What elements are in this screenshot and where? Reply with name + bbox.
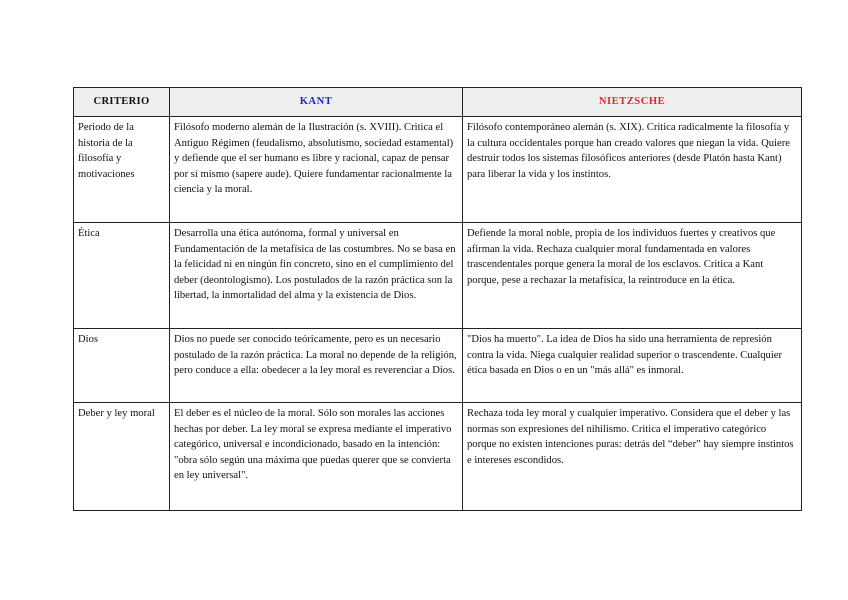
header-kant: KANT: [170, 88, 463, 117]
row-criterion: Periodo de la historia de la filosofía y motivaciones: [74, 117, 170, 223]
table-row: [74, 117, 802, 223]
header-nietzsche: NIETZSCHE: [463, 88, 802, 117]
kant-cell: Desarrolla una ética autónoma, formal y universal en Fundamentación de la metafísica de las costumbres. No se basa en la felicidad ni en ningún fin concreto, sino en el cumplimiento del deber (deontologismo). Los postulados de la razón práctica son la libertad, la inmortalidad del alma y la existencia de Dios.: [170, 223, 463, 329]
table-row: [74, 223, 802, 329]
row-criterion: Dios: [74, 329, 170, 403]
table-row: [74, 329, 802, 403]
kant-cell: Dios no puede ser conocido teóricamente, pero es un necesario postulado de la razón práctica. La moral no depende de la religión, pero conduce a ella: obedecer a la ley moral es reverenciar a Dios.: [170, 329, 463, 403]
kant-cell: Filósofo moderno alemán de la Ilustración (s. XVIII). Critica el Antiguo Régimen (feudalismo, absolutismo, sociedad estamental) y defiende que el ser humano es libre y racional, capaz de pensar por sí mismo (sapere aude). Quiere fundamentar racionalmente la ciencia y la moral.: [170, 117, 463, 223]
table-row: [74, 403, 802, 511]
nietzsche-cell: "Dios ha muerto". La idea de Dios ha sido una herramienta de represión contra la vida. Niega cualquier realidad superior o trascendente. Cualquier ética basada en Dios o en un "más allá" es inmoral.: [463, 329, 802, 403]
header-criterio: CRITERIO: [74, 88, 170, 117]
row-criterion: Ética: [74, 223, 170, 329]
nietzsche-cell: Filósofo contemporáneo alemán (s. XIX). Critica radicalmente la filosofía y la cultura occidentales porque han creado valores que niegan la vida. Quiere destruir todos los sistemas filosóficos anteriores (desde Platón hasta Kant) para liberar la vida y los instintos.: [463, 117, 802, 223]
row-criterion: Deber y ley moral: [74, 403, 170, 511]
kant-cell: El deber es el núcleo de la moral. Sólo son morales las acciones hechas por deber. La ley moral se expresa mediante el imperativo categórico, universal e incondicionado, basado en la intención: "obra sólo según una máxima que puedas querer que se convierta en ley universal".: [170, 403, 463, 511]
comparison-table: [73, 87, 802, 511]
nietzsche-cell: Rechaza toda ley moral y cualquier imperativo. Considera que el deber y las normas son expresiones del nihilismo. Critica el imperativo categórico porque no existen intenciones puras: detrás del “deber” hay siempre instintos e intereses escondidos.: [463, 403, 802, 511]
nietzsche-cell: Defiende la moral noble, propia de los individuos fuertes y creativos que afirman la vida. Rechaza cualquier moral fundamentada en valores trascendentales porque genera la moral de los esclavos. Critica a Kant porque, pese a rechazar la metafísica, la reintroduce en la ética.: [463, 223, 802, 329]
header-row: [74, 88, 802, 117]
